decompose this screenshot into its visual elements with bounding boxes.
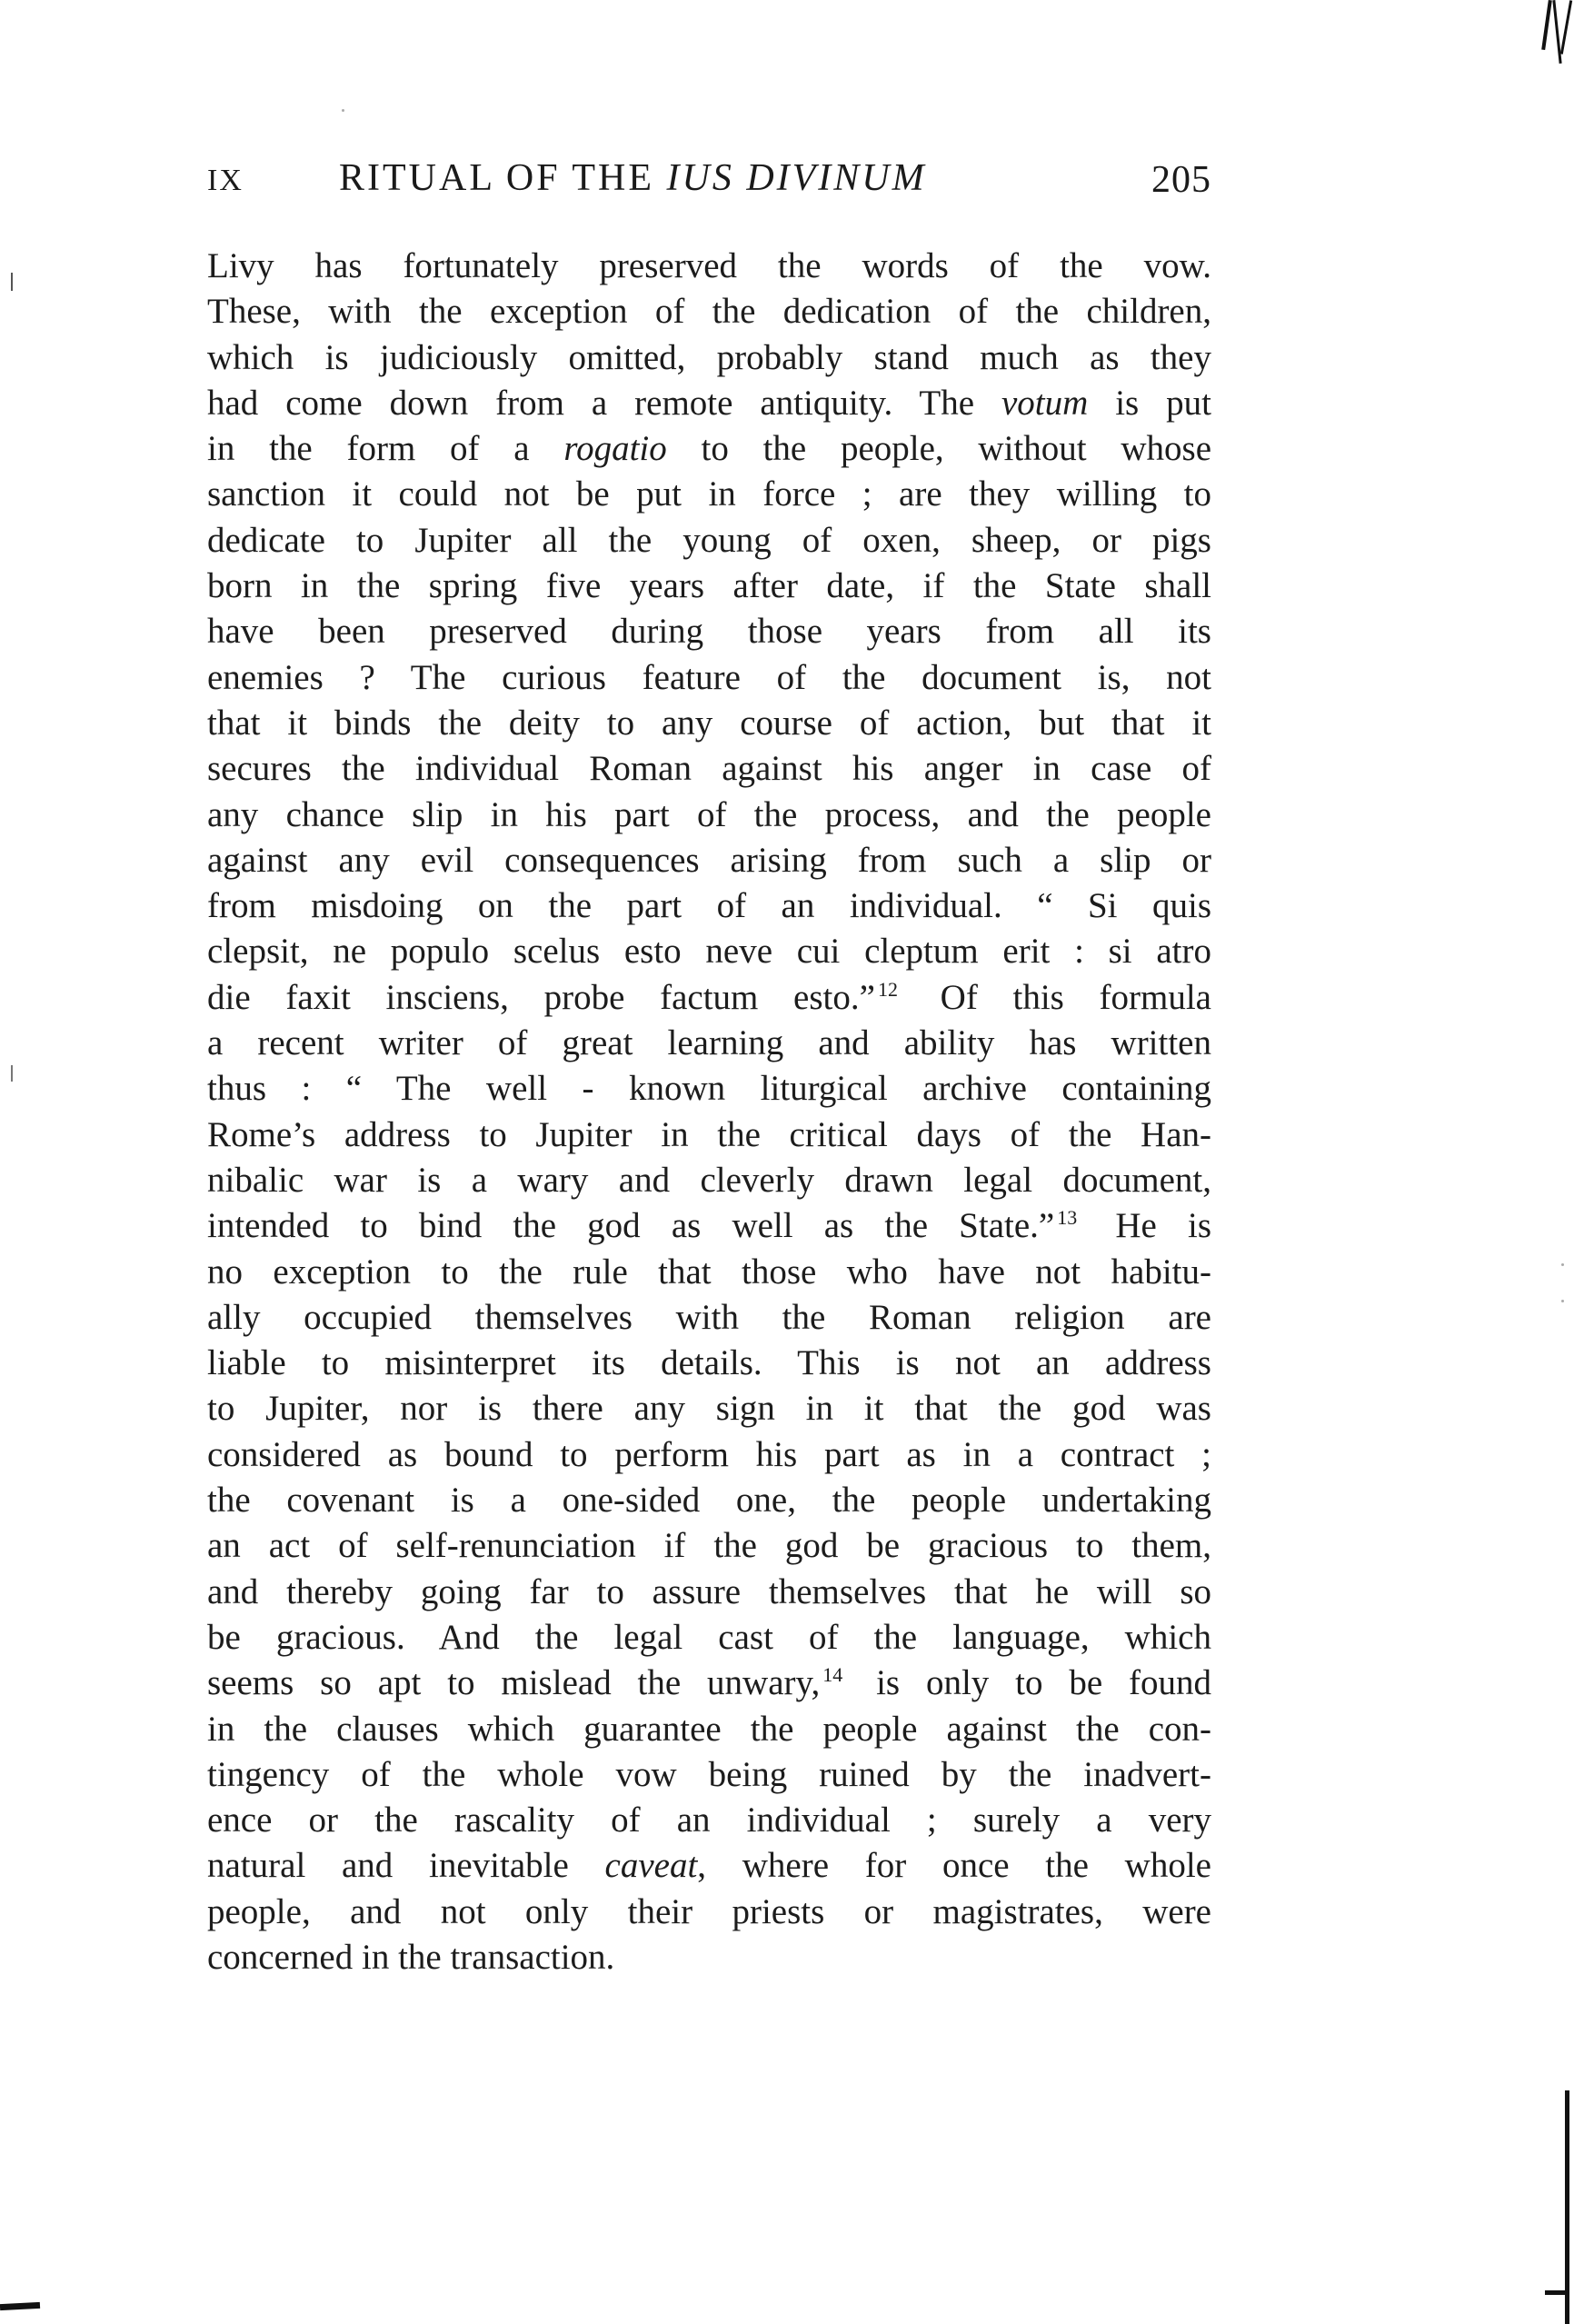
text-line xyxy=(207,1478,1211,1523)
text-line xyxy=(207,793,1211,838)
text-run: liable to misinterpret its details. This is not an address xyxy=(207,1343,1211,1383)
text-run: to the people, without whose xyxy=(666,429,1211,469)
text-run: is put xyxy=(1088,383,1211,423)
text-line xyxy=(207,426,1211,472)
text-run: from misdoing on the part of an individual. “ Si quis xyxy=(207,886,1211,926)
text-line xyxy=(207,564,1211,609)
text-run: in the clauses which guarantee the people against the con- xyxy=(207,1709,1211,1749)
footnote-marker: 12 xyxy=(877,977,898,1001)
text-line xyxy=(207,1615,1211,1661)
scan-dust-1 xyxy=(342,109,344,112)
text-line xyxy=(207,1066,1211,1112)
text-line xyxy=(207,1432,1211,1478)
text-line xyxy=(207,929,1211,974)
text-run: which is judiciously omitted, probably stand much as they xyxy=(207,337,1211,377)
text-line xyxy=(207,838,1211,883)
text-run: sanction it could not be put in force ; are they willing to xyxy=(207,474,1211,514)
text-line xyxy=(207,244,1211,289)
scan-mark-right-edge xyxy=(1565,2090,1569,2324)
text-line xyxy=(207,335,1211,381)
text-run: intended to bind the god as well as the State.” xyxy=(207,1206,1055,1246)
text-run: any chance slip in his part of the process, and the people xyxy=(207,794,1211,834)
text-run: secures the individual Roman against his anger in case of xyxy=(207,749,1211,789)
text-line xyxy=(207,1386,1211,1431)
text-line xyxy=(207,1203,1211,1249)
text-line xyxy=(207,655,1211,701)
italic-term: caveat xyxy=(604,1846,698,1886)
text-line xyxy=(207,746,1211,792)
scan-mark-top-right xyxy=(1541,0,1552,50)
text-run: considered as bound to perform his part as in a contract ; xyxy=(207,1434,1211,1474)
text-line xyxy=(207,975,1211,1021)
text-run: Livy has fortunately preserved the words of the vow. xyxy=(207,246,1211,285)
text-line xyxy=(207,1935,1211,1980)
text-run: These, with the exception of the dedication of the children, xyxy=(207,292,1211,332)
text-run: is only to be found xyxy=(850,1663,1211,1703)
running-title-plain: RITUAL OF THE xyxy=(339,157,667,199)
text-line xyxy=(207,1021,1211,1066)
text-run: no exception to the rule that those who have not habitu- xyxy=(207,1252,1211,1292)
text-run: against any evil consequences arising from such a slip or xyxy=(207,840,1211,880)
text-line xyxy=(207,1250,1211,1295)
text-line xyxy=(207,1661,1211,1706)
text-line xyxy=(207,1798,1211,1843)
scan-dust-3 xyxy=(1561,1300,1564,1302)
text-line xyxy=(207,701,1211,746)
text-run: Of this formula xyxy=(904,977,1211,1017)
running-title-italic: IUS DIVINUM xyxy=(666,157,927,199)
text-run: people, and not only their priests or magistrates, were xyxy=(207,1891,1211,1931)
footnote-marker: 14 xyxy=(822,1663,843,1687)
running-header xyxy=(207,156,1211,211)
scan-mark-left-tick-2 xyxy=(11,1065,13,1082)
text-line xyxy=(207,1341,1211,1386)
text-run: a recent writer of great learning and ability has written xyxy=(207,1023,1211,1063)
scan-dust-2 xyxy=(1561,1263,1564,1266)
text-line xyxy=(207,883,1211,929)
text-line xyxy=(207,1295,1211,1341)
text-line xyxy=(207,1707,1211,1752)
text-run: tingency of the whole vow being ruined by the inadvert- xyxy=(207,1754,1211,1794)
chapter-number: IX xyxy=(207,164,244,197)
scan-mark-top-right-3 xyxy=(1560,0,1572,55)
text-run: ally occupied themselves with the Roman religion are xyxy=(207,1297,1211,1337)
text-run: to Jupiter, nor is there any sign in it that the god was xyxy=(207,1389,1211,1429)
text-line xyxy=(207,1843,1211,1889)
text-run: Rome’s address to Jupiter in the critical days of the Han- xyxy=(207,1114,1211,1154)
text-run: in the form of a xyxy=(207,429,564,469)
text-run: , where for once the whole xyxy=(697,1846,1211,1886)
italic-term: votum xyxy=(1001,383,1089,423)
text-run: had come down from a remote antiquity. The xyxy=(207,383,1001,423)
text-line xyxy=(207,1752,1211,1798)
text-run: enemies ? The curious feature of the document is, not xyxy=(207,657,1211,697)
text-line xyxy=(207,1112,1211,1158)
text-run: nibalic war is a wary and cleverly drawn legal document, xyxy=(207,1160,1211,1200)
text-run: clepsit, ne populo scelus esto neve cui cleptum erit : si atro xyxy=(207,932,1211,972)
text-run: the covenant is a one-sided one, the people undertaking xyxy=(207,1481,1211,1521)
text-line xyxy=(207,1890,1211,1935)
text-run: thus : “ The well - known liturgical archive containing xyxy=(207,1069,1211,1109)
text-run: natural and inevitable xyxy=(207,1846,605,1886)
text-run: that it binds the deity to any course of action, but that it xyxy=(207,703,1211,743)
text-line xyxy=(207,609,1211,654)
scan-mark-right-edge-curve xyxy=(1545,2290,1569,2295)
text-run: and thereby going far to assure themselves that he will so xyxy=(207,1571,1211,1611)
footnote-marker: 13 xyxy=(1057,1206,1078,1230)
text-run: dedicate to Jupiter all the young of oxen, sheep, or pigs xyxy=(207,520,1211,560)
text-run: seems so apt to mislead the unwary, xyxy=(207,1663,821,1703)
scan-mark-bottom-left xyxy=(0,2302,40,2310)
text-line xyxy=(207,518,1211,564)
text-line xyxy=(207,1523,1211,1569)
running-title xyxy=(339,156,927,200)
text-line xyxy=(207,1570,1211,1615)
body-paragraph xyxy=(207,244,1211,1980)
page-number: 205 xyxy=(1151,159,1211,201)
text-run: concerned in the transaction. xyxy=(207,1937,615,1977)
scan-mark-left-tick xyxy=(11,273,13,291)
text-run: an act of self-renunciation if the god be gracious to them, xyxy=(207,1526,1211,1566)
text-line xyxy=(207,1158,1211,1203)
text-run: He is xyxy=(1084,1206,1211,1246)
text-line xyxy=(207,381,1211,426)
text-run: ence or the rascality of an individual ; surely a very xyxy=(207,1800,1211,1840)
text-run: have been preserved during those years from all its xyxy=(207,612,1211,652)
text-line xyxy=(207,289,1211,334)
text-run: born in the spring five years after date, if the State shall xyxy=(207,566,1211,606)
italic-term: rogatio xyxy=(563,429,667,469)
text-line xyxy=(207,472,1211,517)
text-run: die faxit insciens, probe factum esto.” xyxy=(207,977,875,1017)
text-run: be gracious. And the legal cast of the language, which xyxy=(207,1617,1211,1657)
